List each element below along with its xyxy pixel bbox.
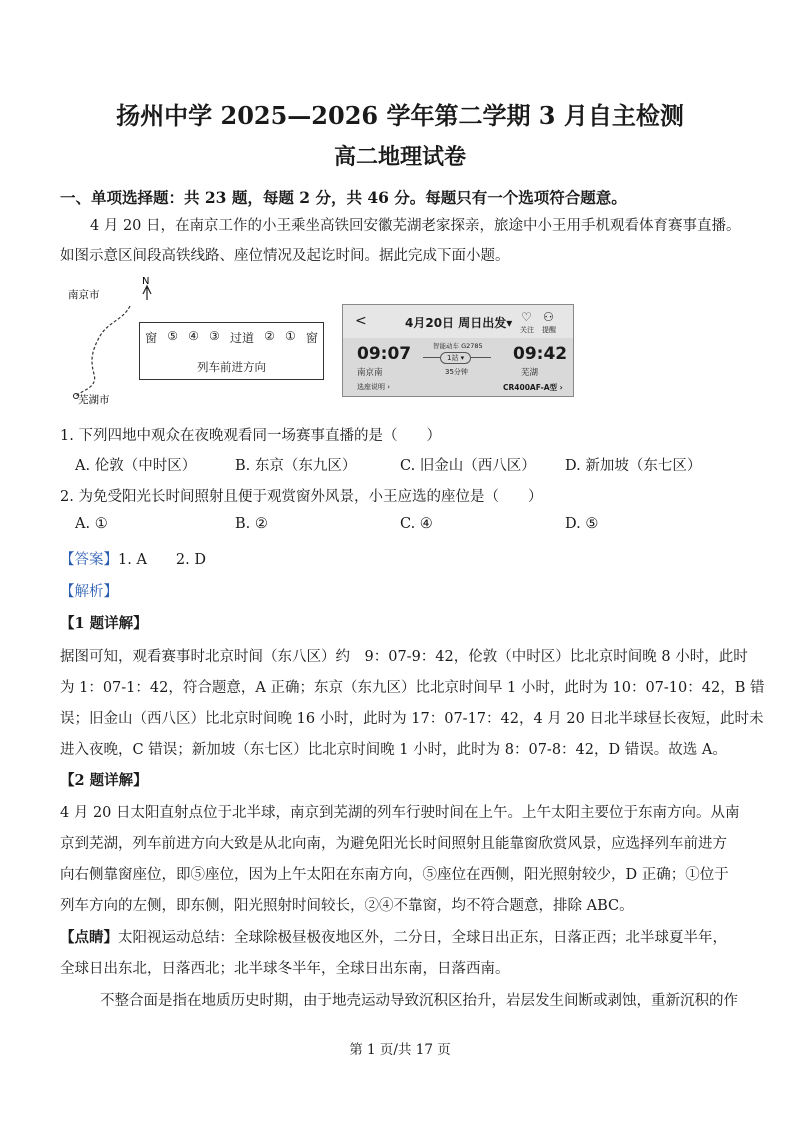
detail2-line-3: 向右侧靠窗座位，即⑤座位，因为上午太阳在东南方向，⑤座位在西侧，阳光照射较少，D 正确；①位于 bbox=[60, 867, 729, 883]
next-paragraph: 不整合面是指在地质历史时期，由于地壳运动导致沉积区抬升，岩层发生间断或剥蚀，重新沉积的作 bbox=[100, 993, 738, 1009]
page-footer: 第 1 页/共 17 页 bbox=[349, 1042, 451, 1058]
tip-line-1 bbox=[60, 926, 727, 947]
aisle-label: 过道 bbox=[229, 331, 254, 345]
detail2-line-1: 4 月 20 日太阳直射点位于北半球，南京到芜湖的列车行驶时间在上午。上午太阳主要位于东南方向。从南 bbox=[60, 805, 740, 821]
section-heading: 一、单项选择题：共 23 题，每题 2 分，共 46 分。每题只有一个选项符合题意。 bbox=[60, 188, 627, 207]
page-subtitle: 高二地理试卷 bbox=[333, 144, 466, 170]
stops-badge[interactable]: 1站 ▾ bbox=[440, 352, 471, 364]
ticket-screenshot bbox=[342, 304, 574, 397]
detail1-line-2: 为 1：07-1：42，符合题意，A 正确；东京（东九区）比北京时间早 1 小时，此时为 10：07-10：42，B 错 bbox=[60, 680, 765, 696]
detail1-label: 【1 题详解】 bbox=[60, 615, 148, 632]
q2-option-b: B. ② bbox=[235, 516, 268, 532]
q2-stem: 2. 为免受阳光长时间照射且便于观赏窗外风景，小王应选的座位是（ ） bbox=[60, 489, 543, 505]
tip-text-1: 太阳视运动总结：全球除极昼极夜地区外，二分日，全球日出正东，日落正西；北半球夏半年， bbox=[118, 930, 727, 946]
seat-info-link[interactable]: 选座说明 › bbox=[357, 383, 391, 391]
bell-icon[interactable]: ⚇ bbox=[543, 310, 554, 324]
detail1-line-1: 据图可知，观看赛事时北京时间（东八区）约 9：07-9：42，伦敦（中时区）比北京时间晚 8 小时，此时 bbox=[60, 649, 748, 665]
q1-stem: 1. 下列四地中观众在夜晚观看同一场赛事直播的是（ ） bbox=[60, 428, 441, 444]
back-arrow-icon[interactable]: < bbox=[355, 313, 367, 329]
answer-row bbox=[60, 548, 206, 569]
seat-4: ④ bbox=[188, 329, 199, 343]
ticket-date[interactable]: 4月20日 周日出发▾ bbox=[405, 316, 513, 330]
train-model[interactable]: CR400AF-A型 › bbox=[503, 383, 563, 392]
intro-line-2: 如图示意区间段高铁线路、座位情况及起讫时间。据此完成下面小题。 bbox=[60, 248, 510, 264]
depart-station: 南京南 bbox=[357, 368, 383, 378]
arrive-time: 09:42 bbox=[513, 344, 568, 364]
q1-option-a: A. 伦敦（中时区） bbox=[75, 458, 197, 474]
seat-1: ① bbox=[285, 329, 296, 343]
window-label-left: 窗 bbox=[145, 331, 158, 345]
detail2-line-2: 京到芜湖，列车前进方向大致是从北向南，为避免阳光长时间照射且能靠窗欣赏风景，应选择列车前进方 bbox=[60, 836, 727, 852]
depart-time: 09:07 bbox=[357, 344, 412, 364]
nanjing-label: 南京市 bbox=[68, 289, 100, 301]
detail1-line-3: 误；旧金山（西八区）比北京时间晚 16 小时，此时为 17：07-17：42，4 月 20 日北半球昼长夜短，此时未 bbox=[60, 711, 764, 727]
detail1-line-4: 进入夜晚，C 错误；新加坡（东七区）比北京时间晚 1 小时，此时为 8：07-8：42，D 错误。故选 A。 bbox=[60, 742, 727, 758]
q1-option-c: C. 旧金山（西八区） bbox=[400, 458, 536, 474]
analysis-label: 【解析】 bbox=[60, 584, 118, 600]
q2-option-a: A. ① bbox=[75, 516, 108, 532]
wuhu-label: 芜湖市 bbox=[78, 394, 110, 405]
seat-diagram bbox=[139, 322, 324, 380]
arrive-station: 芜湖 bbox=[521, 368, 539, 378]
heart-icon[interactable]: ♡ bbox=[521, 310, 532, 324]
direction-label: 列车前进方向 bbox=[197, 360, 266, 374]
q2-option-c: C. ④ bbox=[400, 516, 433, 532]
remind-label: 提醒 bbox=[542, 326, 556, 334]
tip-line-2: 全球日出东北，日落西北；北半球冬半年，全球日出东南，日落西南。 bbox=[60, 961, 510, 977]
train-number: 智能动车 G2785 bbox=[433, 342, 483, 350]
seat-row bbox=[140, 329, 323, 346]
q1-option-b: B. 东京（东九区） bbox=[235, 458, 357, 474]
detail2-line-4: 列车方向的左侧，即东侧，阳光照射时间较长，②④不靠窗，均不符合题意，排除 ABC。 bbox=[60, 898, 634, 914]
north-label: N bbox=[142, 276, 150, 287]
detail2-label: 【2 题详解】 bbox=[60, 772, 148, 789]
answer-label: 【答案】 bbox=[60, 552, 118, 568]
q1-option-d: D. 新加坡（东七区） bbox=[565, 458, 702, 474]
window-label-right: 窗 bbox=[305, 331, 318, 345]
page-title: 扬州中学 2025—2026 学年第二学期 3 月自主检测 bbox=[116, 101, 684, 130]
north-arrow-icon bbox=[143, 286, 151, 300]
seat-5: ⑤ bbox=[167, 329, 178, 343]
answer-value: 1. A 2. D bbox=[118, 552, 206, 568]
seat-2: ② bbox=[264, 329, 275, 343]
tip-label: 【点睛】 bbox=[60, 929, 118, 946]
intro-line-1: 4 月 20 日，在南京工作的小王乘坐高铁回安徽芜湖老家探亲，旅途中小王用手机观看体育赛事直播。 bbox=[90, 218, 741, 234]
follow-label: 关注 bbox=[520, 326, 534, 334]
duration: 35分钟 bbox=[445, 368, 468, 376]
railway-line bbox=[76, 306, 130, 396]
seat-3: ③ bbox=[209, 329, 220, 343]
q2-option-d: D. ⑤ bbox=[565, 516, 599, 532]
